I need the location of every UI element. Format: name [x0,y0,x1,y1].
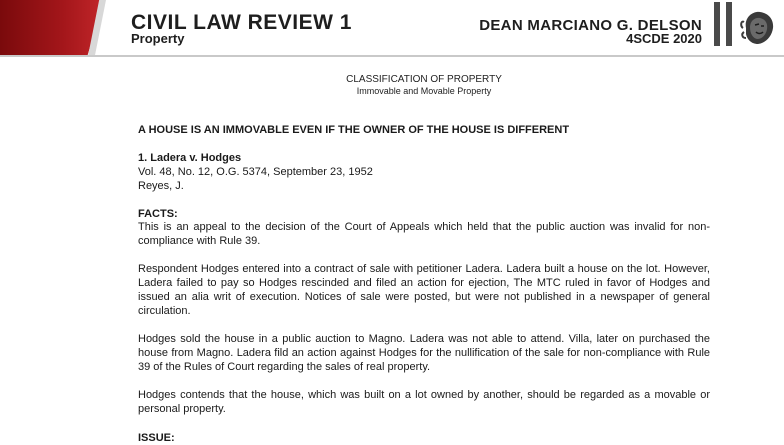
case-ponente: Reyes, J. [138,180,184,192]
section-heading: A HOUSE IS AN IMMOVABLE EVEN IF THE OWNER OF THE HOUSE IS DIFFERENT [138,124,570,136]
course-subtitle: Property [131,31,185,46]
header-divider-bar [726,2,732,46]
course-title: CIVIL LAW REVIEW 1 [131,11,352,34]
facts-paragraph: Hodges contends that the house, which was built on a lot owned by another, should be regarded as a movable or personal property. [138,389,710,415]
author-subtitle: 4SCDE 2020 [626,31,702,46]
document-header [0,0,784,58]
case-citation: Vol. 48, No. 12, O.G. 5374, September 23, 1952 [138,166,373,178]
classification-title: CLASSIFICATION OF PROPERTY [346,74,502,85]
facts-paragraph: Hodges sold the house in a public auction to Magno. Ladera was not able to attend. Villa, later on purchased the house from Magno. Ladera fild an action against Hodges for the nullification of the sale for non-compliance with Rule 39 of the Rules of Court regarding the sales of real property. [138,333,710,373]
classification-subtitle: Immovable and Movable Property [356,86,492,96]
header-divider-line [0,55,784,57]
header-divider-bar [714,2,720,46]
facts-paragraph: Respondent Hodges entered into a contract of sale with petitioner Ladera. Ladera built a house on the lot. However, Ladera failed to pay so Hodges rescinded and filed an action for ejection, The MTC ruled in favor of Hodges and issued an alia writ of execution. Notices of sale were posted, but were not published in a newspaper of general circulation. [138,263,710,317]
author-name: DEAN MARCIANO G. DELSON [479,17,702,34]
facts-label: FACTS: [138,208,178,220]
facts-paragraph: This is an appeal to the decision of the Court of Appeals which held that the public auction was invalid for non-compliance with Rule 39. [138,221,710,247]
lion-head-icon [738,8,778,48]
issue-label: ISSUE: [138,432,175,444]
case-name: 1. Ladera v. Hodges [138,152,242,164]
header-red-banner [0,0,104,56]
